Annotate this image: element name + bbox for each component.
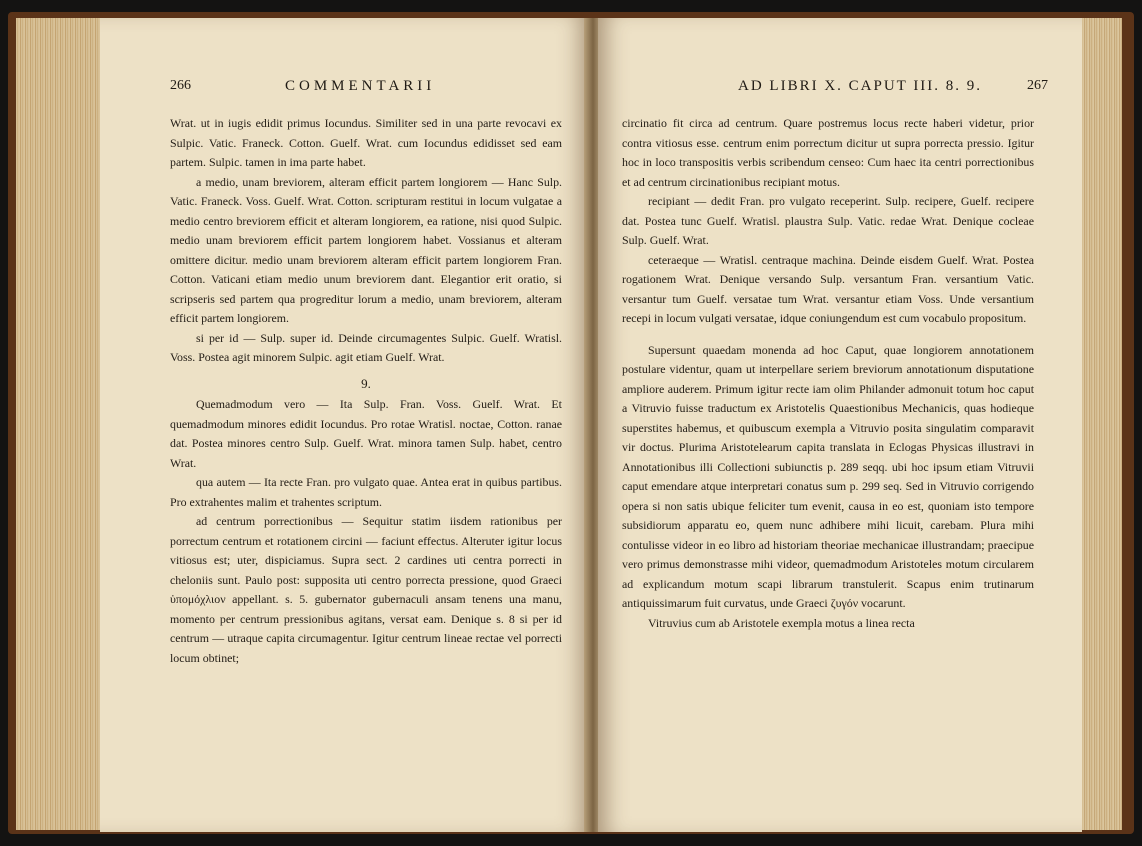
left-running-title: COMMENTARII <box>285 78 436 94</box>
paragraph: ad centrum porrectionibus — Sequitur statim iisdem rationibus per porrectum centrum et rotationem circini — faciunt effectus. Alteruter igitur locus vitiosus est; uter, dispiciamus. Supra sect. 2 cardines uti centra porrecti in cheloniis sunt. Paulo post: supposita uti centro porrecta pressione, quod Graeci ὑπομόχλιον appellant. s. 5. gubernator gubernaculi ansam tenens una manu, momento per centrum pressionibus agitans, versat eam. Denique s. 8 si per id centrum — utraque capita circumagentur. Igitur centrum lineae rectae vel porrecti locum obtinet; <box>170 514 562 665</box>
right-page <box>598 18 1082 832</box>
spacer <box>622 329 1034 341</box>
paragraph: Quemadmodum vero — Ita Sulp. Fran. Voss. Guelf. Wrat. Et quemadmodum minores edidit Iocundus. Pro rotae Wratisl. noctae, Cotton. ranae dat. Postea minores centro Sulp. Guelf. Wrat. minora tamen Sulp. habet, centro Wrat. <box>170 397 562 470</box>
left-page <box>100 18 588 832</box>
left-page-edges <box>16 18 104 830</box>
right-page-number: 267 <box>1027 78 1048 93</box>
paragraph: si per id — Sulp. super id. Deinde circumagentes Sulpic. Guelf. Wratisl. Voss. Postea agit minorem Sulpic. agit etiam Guelf. Wrat. <box>170 330 562 364</box>
right-page-edges <box>1080 18 1122 830</box>
right-running-title: AD LIBRI X. CAPUT III. 8. 9. <box>738 78 983 94</box>
left-page-number: 266 <box>170 78 191 93</box>
paragraph: Vitruvius cum ab Aristotele exempla motus a linea recta <box>648 615 915 630</box>
left-page-header <box>170 78 558 98</box>
left-page-text <box>170 114 562 668</box>
paragraph: Supersunt quaedam monenda ad hoc Caput, quae longiorem annotationem postulare videntur, quam ut interpellare seriem breviorum annotationum disputatione ampliore auderem. Primum igitur recte iam olim Philander admonuit totum hoc caput a Vitruvio fuisse traductum ex Aristotelis Quaestionibus Mechanicis, quas hodieque superstites habemus, et quibuscum exempla a Vitruvio posita singulatim comparavit vir doctus. Plurima Aristotelearum capita translata in Eclogas Physicas illustravi in Annotationibus illi Collectioni subiunctis p. 289 seqq. ubi hoc ipsum etiam Vitruvii caput emendare atque interpretari conatus sum p. 299 seq. Sed in Vitruvio corrigendo opera si non satis ubique feliciter tum evenit, causa in eo est, quoniam isto tempore subsidiorum apparatu eo, quem nunc adhibere mihi licuit, carebam. Plura mihi contulisse videor in eo libro ad historiam theoriae mechanicae illustrandam; praecipue vero primus demonstrasse mihi videor, quemadmodum Aristoteles motum circularem ad explicandum motum scapi librarum transtulerit. Scapus enim trutinarum antiquissimarum fuit curvatus, unde Graeci ζυγόν vocarunt. <box>622 342 1034 610</box>
paragraph: recipiant — dedit Fran. pro vulgato receperint. Sulp. recipere, Guelf. recipere dat. Postea tunc Guelf. Wratisl. plaustra Sulp. Vatic. redae Wrat. Denique cocleae Sulp. Guelf. Wrat. <box>622 194 1034 247</box>
paragraph: a medio, unam breviorem, alteram efficit partem longiorem — Hanc Sulp. Vatic. Franeck. Voss. Guelf. Wrat. Cotton. scripturam restitui in locum vulgatae a medio centro breviorem efficit et alteram longiorem, ea ratione, nisi quod Sulpic. medio unam breviorem efficit partem longiorem habet. Vossianus et alteram omittere dicitur. medio unam breviorem alteram efficit partem longiorem Fran. Cotton. Vaticani etiam medio unum breviorem dant. Elegantior erit oratio, si scripseris sed partem qua progreditur lorum a medio, unam breviorem, alteram efficit partem longiorem. <box>170 174 562 325</box>
right-page-text <box>622 114 1034 633</box>
paragraph: ceteraeque — Wratisl. centraque machina. Deinde eisdem Guelf. Wrat. Postea rogationem Wrat. Denique versando Sulp. versantum Fran. versantium Vatic. versantur tum Guelf. versatae tum Wrat. versantur etiam Voss. Unde versantium recepi in locum vulgati versatae, idque coniungendum est cum vocabulo propositum. <box>622 252 1034 325</box>
section-number: 9. <box>361 375 371 391</box>
paragraph: circinatio fit circa ad centrum. Quare postremus locus recte haberi videtur, prior contra vitiosus esse. centrum enim porrectum dicitur ut supra porrecta pressio. Igitur hoc in loco transpositis verbis scribendum censeo: Cum haec ita centri porrectionibus et ad centrum circinationibus recipiant motus. <box>622 116 1034 189</box>
paragraph: Wrat. ut in iugis edidit primus Iocundus. Similiter sed in una parte revocavi ex Sulpic. Vatic. Franeck. Cotton. Guelf. Wrat. cum Iocundus edidisset sed eam partem. Sulpic. tamen in ima parte habet. <box>170 116 562 169</box>
right-page-header <box>638 78 1048 98</box>
paragraph: qua autem — Ita recte Fran. pro vulgato quae. Antea erat in quibus partibus. Pro extrahentes malim et trahentes scriptum. <box>170 475 562 509</box>
